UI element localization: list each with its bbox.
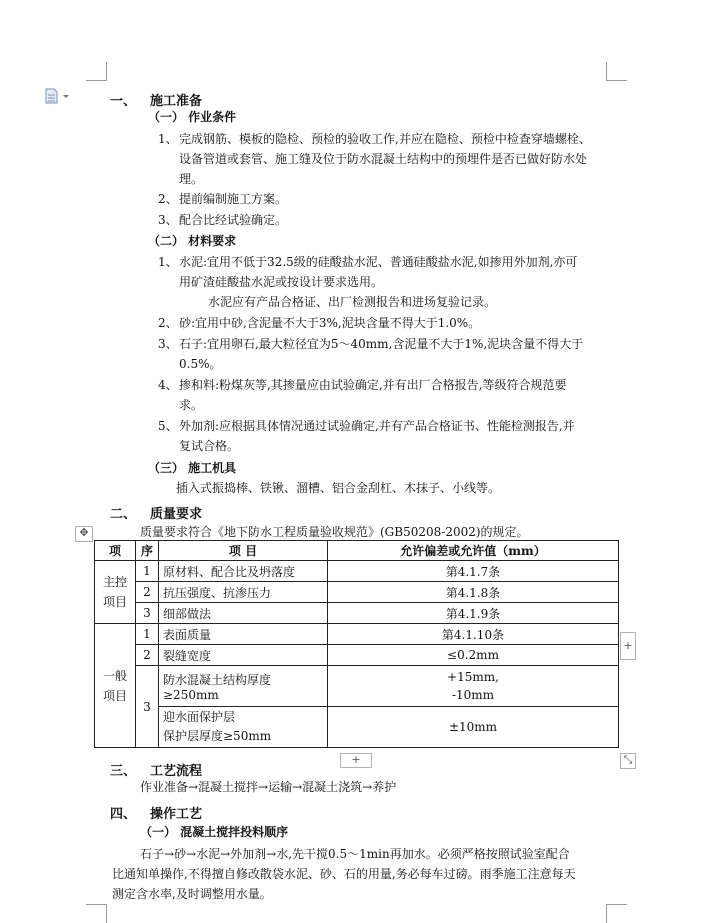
sub2-item-5-line-2: 复试合格。 (179, 439, 240, 453)
sub4-line-2: 比通知单操作,不得擅自修改散袋水泥、砂、石的用量,务必每车过磅。雨季施工注意每天 (112, 867, 576, 881)
document-nav-icon[interactable] (44, 88, 72, 107)
section-3-number: 三、 (110, 764, 137, 779)
row-seq: 3 (136, 666, 159, 748)
sub1-item-1-num: 1、 (158, 132, 178, 146)
sub1-item-1-line-1: 完成钢筋、模板的隐检、预检的验收工作,并应在隐检、预检中检查穿墙螺栓、 (179, 132, 591, 146)
header-seq: 序 (136, 541, 159, 561)
sub1-item-1-line-3: 理。 (179, 172, 204, 186)
sub2-item-5-line-1: 外加剂:应根据具体情况通过试验确定,并有产品合格证书、性能检测报告,并 (179, 419, 575, 433)
row-item: 抗压强度、抗渗压力 (159, 582, 328, 603)
row-item: 细部做法 (159, 603, 328, 624)
sub2-item-3-line-1: 石子:宜用卵石,最大粒径宜为5～40mm,含泥量不大于1%,泥块含量不得大于 (179, 337, 584, 351)
page-corner-bottom-left (86, 904, 107, 923)
sub2-item-4-line-2: 求。 (179, 398, 204, 412)
sub2-item-3-num: 3、 (158, 337, 178, 351)
table-row (95, 666, 619, 707)
row-seq: 1 (136, 561, 159, 582)
table-row (95, 645, 619, 666)
table-move-handle[interactable]: ✥ (75, 526, 93, 542)
row-value: 第4.1.8条 (328, 582, 619, 603)
header-item: 项 目 (159, 541, 328, 561)
section-4-title: 操作工艺 (150, 807, 203, 822)
item-line-2: 保护层厚度≥50mm (163, 729, 272, 743)
table-row (95, 561, 619, 582)
quality-table (94, 540, 619, 748)
sub1-item-1-line-2: 设备管道或套管、施工缝及位于防水混凝土结构中的预埋件是否已做好防水处 (179, 152, 588, 166)
page-corner-top-left (86, 62, 107, 81)
row-seq: 2 (136, 645, 159, 666)
sub1-item-3-num: 3、 (158, 213, 178, 227)
row-value (328, 666, 619, 707)
page-corner-top-right (606, 62, 627, 81)
sub4-line-1: 石子→砂→水泥→外加剂→水,先干搅0.5～1min再加水。必须严格按照试验室配合 (140, 847, 570, 861)
sub2-item-4-num: 4、 (158, 378, 178, 392)
header-tolerance: 允许偏差或允许值（mm） (328, 541, 619, 561)
row-value: 第4.1.7条 (328, 561, 619, 582)
table-row (95, 603, 619, 624)
sub2-item-1-line-1: 水泥:宜用不低于32.5级的硅酸盐水泥、普通硅酸盐水泥,如掺用外加剂,亦可 (179, 255, 578, 269)
sub3-text: 插入式振捣棒、铁锹、溜槽、铝合金刮杠、木抹子、小线等。 (176, 481, 501, 495)
row-item: 原材料、配合比及坍落度 (159, 561, 328, 582)
header-category: 项 (95, 541, 136, 561)
sub2-title: （二） 材料要求 (148, 234, 237, 248)
row-value: ≤0.2mm (328, 645, 619, 666)
section-1-number: 一、 (110, 94, 137, 109)
group-general: 一般项目 (95, 624, 136, 748)
value-upper: +15mm, (447, 670, 499, 684)
sub2-item-5-num: 5、 (158, 419, 178, 433)
section-2-title: 质量要求 (150, 507, 203, 522)
sub1-title: （一） 作业条件 (148, 110, 237, 124)
sub2-item-3-line-2: 0.5%。 (179, 357, 222, 371)
sub2-item-2-line-1: 砂:宜用中砂,含泥量不大于3%,泥块含量不得大于1.0%。 (179, 316, 481, 330)
section-4-number: 四、 (110, 807, 137, 822)
section-3-text: 作业准备→混凝土搅拌→运输→混凝土浇筑→养护 (140, 780, 397, 794)
table-resize-handle[interactable]: ⤡ (620, 753, 636, 769)
section-2-intro: 质量要求符合《地下防水工程质量验收规范》(GB50208-2002)的规定。 (140, 525, 529, 539)
row-value: ±10mm (328, 707, 619, 748)
sub3-title: （三） 施工机具 (148, 461, 237, 475)
row-seq: 3 (136, 603, 159, 624)
row-value: 第4.1.9条 (328, 603, 619, 624)
sub2-item-2-num: 2、 (158, 316, 178, 330)
table-row (95, 624, 619, 645)
row-item (159, 707, 328, 748)
sub2-item-4-line-1: 掺和料:粉煤灰等,其掺量应由试验确定,并有出厂合格报告,等级符合规范要 (179, 378, 567, 392)
value-lower: -10mm (451, 688, 495, 702)
row-item: 防水混凝土结构厚度≥250mm (159, 666, 328, 707)
page-corner-bottom-right (606, 904, 627, 923)
sub2-item-1-num: 1、 (158, 255, 178, 269)
sub1-item-2-num: 2、 (158, 192, 178, 206)
table-header-row (95, 541, 619, 561)
section-3-title: 工艺流程 (150, 764, 203, 779)
item-line-1: 迎水面保护层 (163, 710, 236, 724)
row-value: 第4.1.10条 (328, 624, 619, 645)
sub1-item-2-line-1: 提前编制施工方案。 (179, 192, 288, 206)
row-seq: 1 (136, 624, 159, 645)
row-seq: 2 (136, 582, 159, 603)
table-row (95, 707, 619, 748)
group-main-control: 主控项目 (95, 561, 136, 624)
row-item: 表面质量 (159, 624, 328, 645)
sub1-item-3-line-1: 配合比经试验确定。 (179, 213, 288, 227)
sub2-cement-note: 水泥应有产品合格证、出厂检测报告和进场复验记录。 (208, 295, 497, 309)
sub2-item-1-line-2: 用矿渣硅酸盐水泥或按设计要求选用。 (179, 275, 384, 289)
sub4-line-3: 测定含水率,及时调整用水量。 (112, 887, 272, 901)
sub4-title: （一） 混凝土搅拌投料顺序 (140, 825, 289, 839)
table-row (95, 582, 619, 603)
add-column-button[interactable]: + (620, 632, 636, 660)
add-row-button[interactable]: + (340, 753, 372, 768)
row-item: 裂缝宽度 (159, 645, 328, 666)
section-1-title: 施工准备 (150, 94, 203, 109)
section-2-number: 二、 (110, 507, 137, 522)
